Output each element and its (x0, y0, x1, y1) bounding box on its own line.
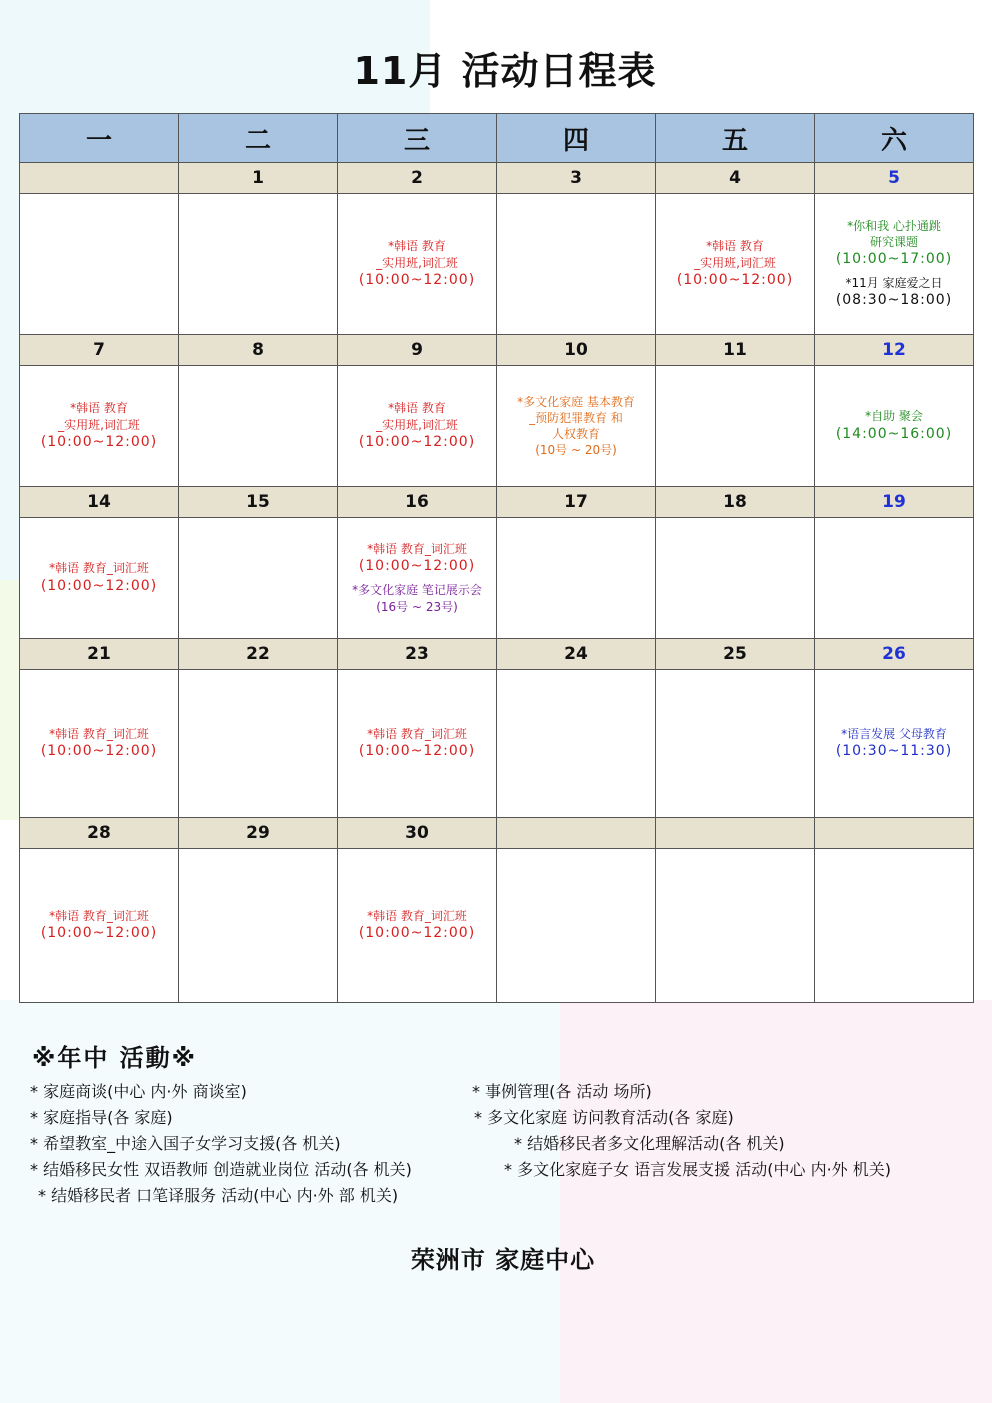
date-cell: 4 (656, 163, 815, 194)
date-cell: 23 (338, 639, 497, 670)
date-cell (656, 818, 815, 849)
date-cell: 7 (20, 335, 179, 366)
event-time: (16号 ~ 23号) (376, 599, 458, 614)
date-cell: 21 (20, 639, 179, 670)
event-title: *韩语 教育 (388, 401, 446, 416)
list-item: * 家庭指导(各 家庭) (30, 1108, 173, 1127)
weekday-thu: 四 (497, 114, 656, 163)
event-title: *多文化家庭 笔记展示会 (352, 583, 482, 598)
event-title: *11月 家庭爱之日 (845, 276, 943, 291)
event-cell (179, 849, 338, 1003)
event-time: (10号 ~ 20号) (535, 443, 617, 458)
weekday-wed: 三 (338, 114, 497, 163)
event-cell (20, 194, 179, 335)
event-time: (10:00~12:00) (358, 925, 476, 942)
date-cell: 9 (338, 335, 497, 366)
event-cell (497, 518, 656, 639)
date-cell: 11 (656, 335, 815, 366)
event-time: (10:00~12:00) (358, 271, 476, 288)
date-cell: 29 (179, 818, 338, 849)
annual-activities-left (30, 1079, 412, 1209)
date-cell: 15 (179, 487, 338, 518)
list-item: * 多文化家庭 访问教育活动(各 家庭) (474, 1108, 734, 1127)
event-title: *韩语 教育 (70, 401, 128, 416)
event-subtitle: 人权教育 (551, 427, 600, 441)
date-cell (497, 818, 656, 849)
event-time: (10:00~12:00) (40, 743, 158, 760)
event-cell (497, 366, 656, 487)
event-cell (815, 849, 974, 1003)
event-row (20, 366, 974, 487)
event-cell (338, 518, 497, 639)
date-cell: 19 (815, 487, 974, 518)
event-title: *多文化家庭 基本教育 (517, 394, 635, 409)
event-time: (10:00~12:00) (358, 743, 476, 760)
event-row (20, 849, 974, 1003)
date-cell: 18 (656, 487, 815, 518)
date-cell: 14 (20, 487, 179, 518)
event-cell (20, 518, 179, 639)
event-cell (815, 670, 974, 818)
weekday-fri: 五 (656, 114, 815, 163)
date-row (20, 335, 974, 366)
event-title: *韩语 教育 (388, 239, 446, 254)
list-item: * 希望教室_中途入国子女学习支援(各 机关) (30, 1134, 341, 1153)
event-subtitle: _实用班,词汇班 (376, 255, 458, 270)
event-time: (10:00~17:00) (835, 251, 953, 268)
event-cell (20, 849, 179, 1003)
event-title: *韩语 教育_词汇班 (367, 908, 467, 923)
list-item: * 事例管理(各 活动 场所) (472, 1082, 652, 1101)
event-cell (497, 849, 656, 1003)
date-cell: 3 (497, 163, 656, 194)
event-time: (10:00~12:00) (40, 433, 158, 450)
event-time: (10:00~12:00) (358, 558, 476, 575)
event-cell (179, 518, 338, 639)
event-title: *韩语 教育 (706, 239, 764, 254)
event-cell (815, 194, 974, 335)
event-time: (10:00~12:00) (40, 577, 158, 594)
event-subtitle: 研究课题 (869, 235, 918, 250)
date-cell (20, 163, 179, 194)
event-title: *韩语 教育_词汇班 (49, 726, 149, 741)
event-cell (338, 849, 497, 1003)
date-row (20, 487, 974, 518)
list-item: * 结婚移民女性 双语教师 创造就业岗位 活动(各 机关) (30, 1160, 412, 1179)
event-title: *韩语 教育_词汇班 (49, 908, 149, 923)
event-cell (497, 194, 656, 335)
event-time: (10:00~12:00) (40, 925, 158, 942)
date-cell: 30 (338, 818, 497, 849)
event-row (20, 194, 974, 335)
list-item: * 结婚移民者 口笔译服务 活动(中心 内·外 部 机关) (38, 1186, 399, 1205)
event-cell (815, 518, 974, 639)
page-title: 11月 活动日程表 (353, 49, 657, 93)
event-cell (338, 670, 497, 818)
date-cell: 25 (656, 639, 815, 670)
event-title: *韩语 教育_词汇班 (49, 561, 149, 576)
date-cell: 1 (179, 163, 338, 194)
date-cell: 16 (338, 487, 497, 518)
date-cell: 28 (20, 818, 179, 849)
event-cell (497, 670, 656, 818)
date-cell: 5 (815, 163, 974, 194)
event-title: *自助 聚会 (865, 409, 923, 424)
annual-activities-title: ※年中 活動※ (32, 1044, 198, 1072)
list-item: * 结婚移民者多文化理解活动(各 机关) (514, 1134, 785, 1153)
event-cell (338, 366, 497, 487)
event-cell (179, 194, 338, 335)
date-cell: 2 (338, 163, 497, 194)
date-row (20, 818, 974, 849)
event-subtitle: _实用班,词汇班 (58, 417, 140, 432)
weekday-header-row (20, 114, 974, 163)
event-subtitle: _实用班,词汇班 (376, 417, 458, 432)
weekday-tue: 二 (179, 114, 338, 163)
date-row (20, 163, 974, 194)
event-cell (656, 518, 815, 639)
date-row (20, 639, 974, 670)
event-cell (20, 366, 179, 487)
event-title: *你和我 心扑通跳 (847, 218, 941, 233)
event-time: (10:00~12:00) (676, 271, 794, 288)
date-cell: 17 (497, 487, 656, 518)
event-time: (08:30~18:00) (835, 292, 953, 309)
calendar-table (19, 113, 974, 1003)
event-cell (656, 670, 815, 818)
event-cell (656, 366, 815, 487)
event-time: (14:00~16:00) (835, 425, 953, 442)
event-cell (656, 849, 815, 1003)
event-time: (10:30~11:30) (835, 743, 953, 760)
organization-name: 荣洲市 家庭中心 (410, 1246, 596, 1274)
event-cell (179, 366, 338, 487)
date-cell (815, 818, 974, 849)
weekday-mon: 一 (20, 114, 179, 163)
event-cell (20, 670, 179, 818)
date-cell: 10 (497, 335, 656, 366)
event-title: *语言发展 父母教育 (841, 726, 947, 741)
event-title: *韩语 教育_词汇班 (367, 542, 467, 557)
event-row (20, 518, 974, 639)
event-row (20, 670, 974, 818)
list-item: * 多文化家庭子女 语言发展支援 活动(中心 内·外 机关) (504, 1160, 892, 1179)
event-title: *韩语 教育_词汇班 (367, 726, 467, 741)
event-cell (179, 670, 338, 818)
event-cell (815, 366, 974, 487)
event-time: (10:00~12:00) (358, 433, 476, 450)
weekday-sat: 六 (815, 114, 974, 163)
event-cell (338, 194, 497, 335)
annual-activities-right (472, 1079, 891, 1183)
date-cell: 26 (815, 639, 974, 670)
date-cell: 8 (179, 335, 338, 366)
date-cell: 24 (497, 639, 656, 670)
list-item: * 家庭商谈(中心 内·外 商谈室) (30, 1082, 247, 1101)
date-cell: 22 (179, 639, 338, 670)
event-subtitle: _实用班,词汇班 (694, 255, 776, 270)
date-cell: 12 (815, 335, 974, 366)
event-subtitle: _预防犯罪教育 和 (529, 410, 623, 425)
event-cell (656, 194, 815, 335)
